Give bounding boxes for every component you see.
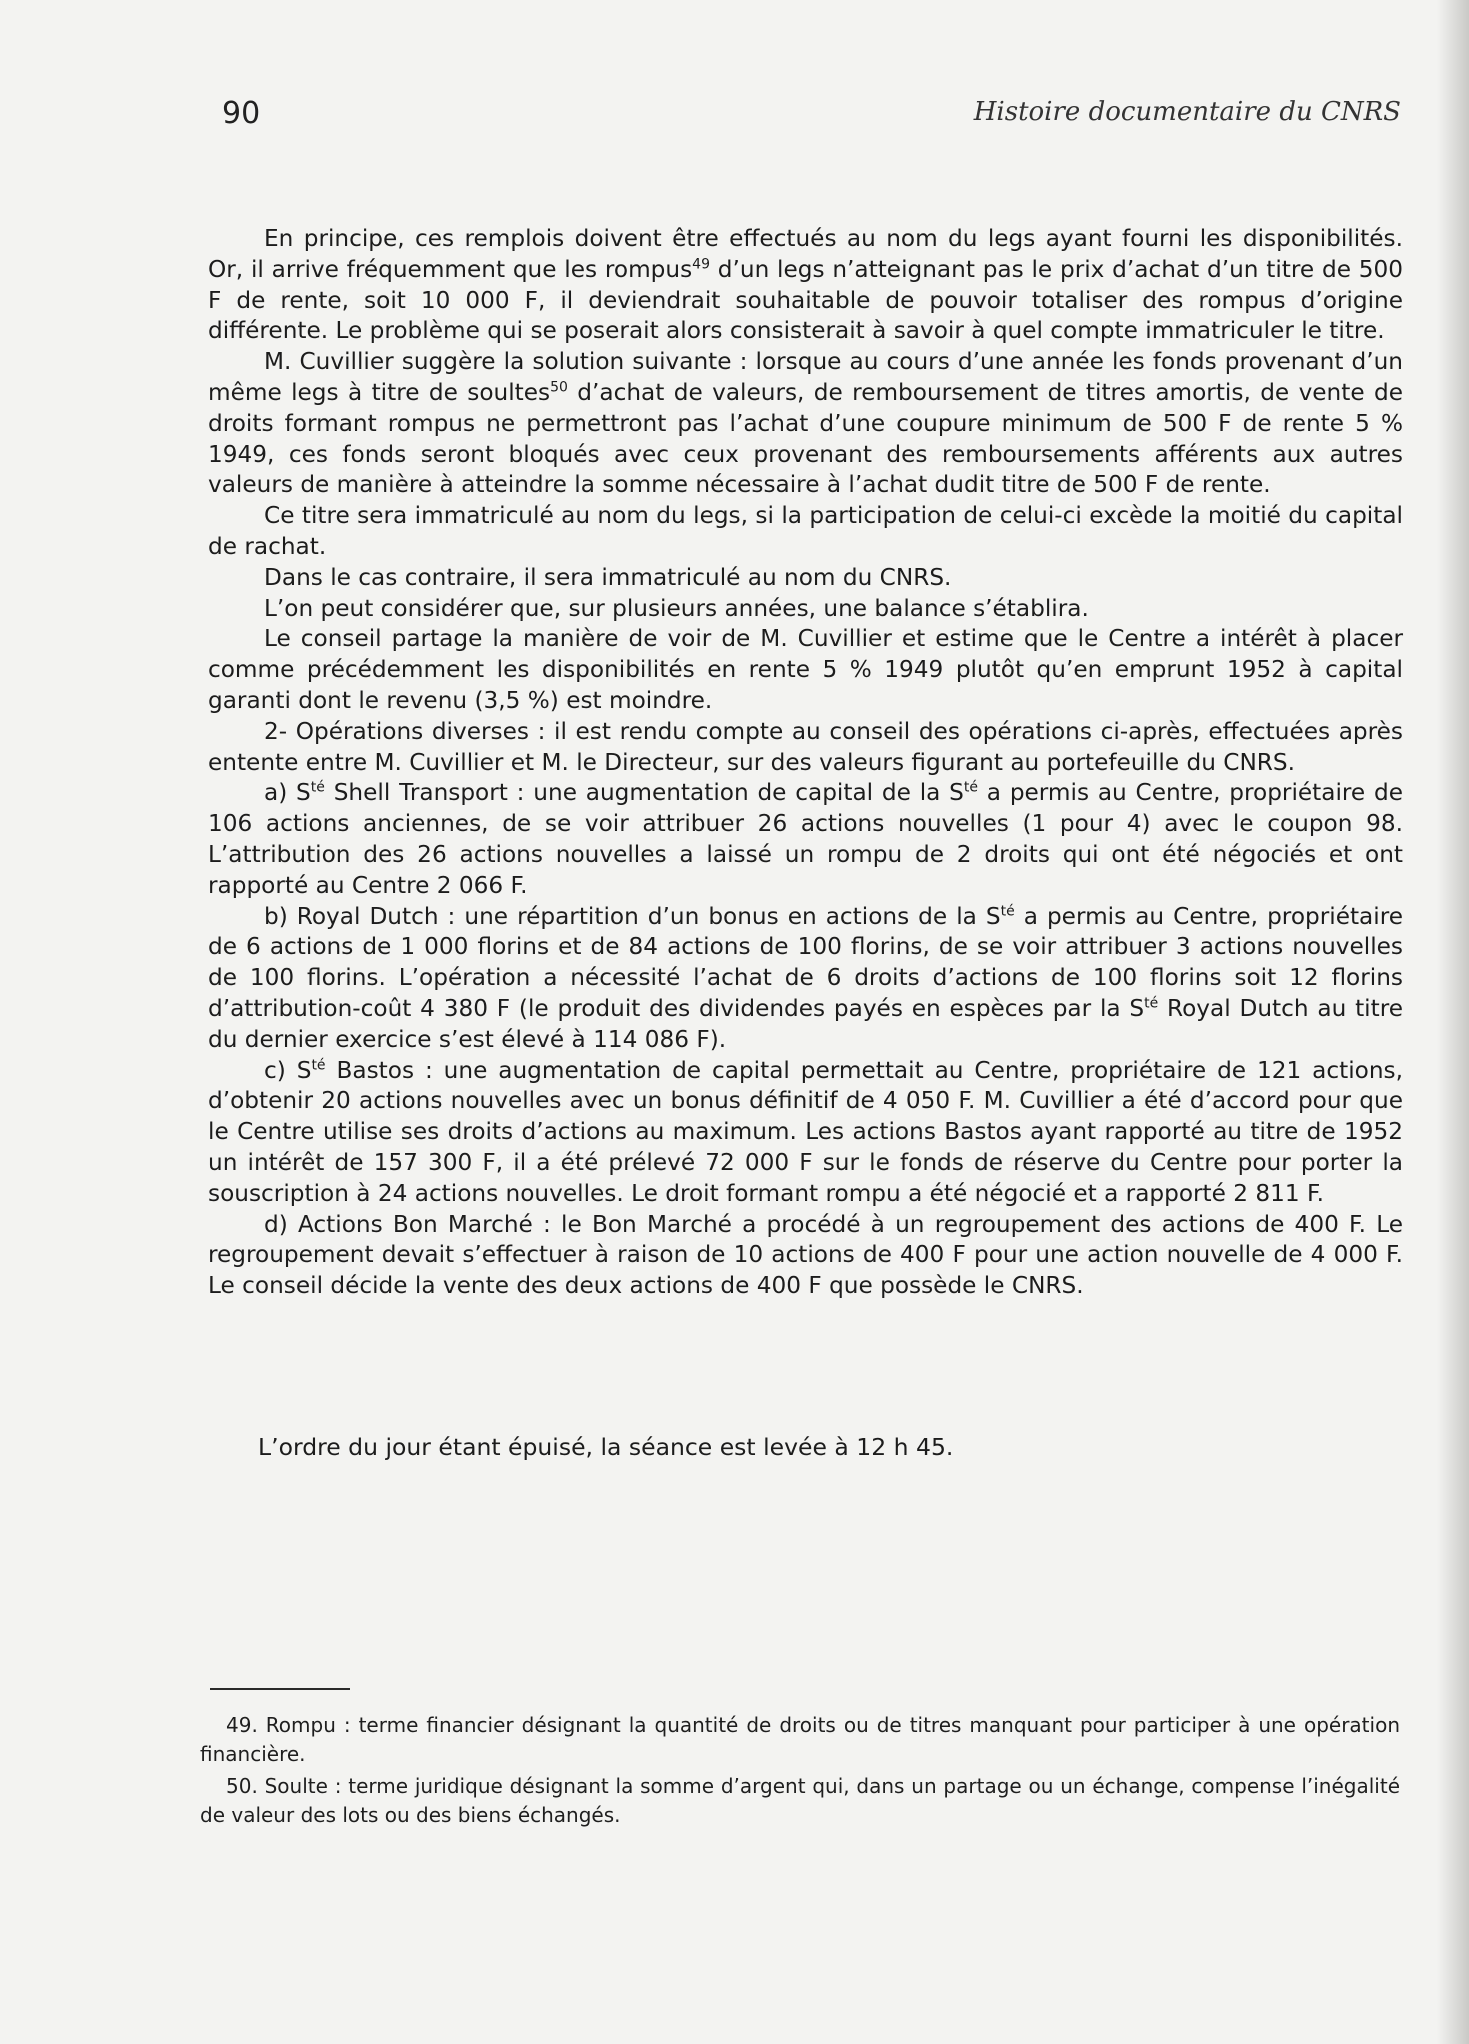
paragraph-text: a permis au Centre, propriétaire de 6 actions de 1 000 florins et de 84 actions de 100 florins, de se voir attribuer 3 actions nouvelles de 100 florins. L’opération a nécessité l’achat de 6 droits d’actions de 100 florins soit 12 florins d’attribution-coût 4 380 F (le produit des dividendes payés en espèces par la S (208, 902, 1403, 1022)
paragraph-text: Shell Transport : une augmentation de capital de la S (324, 779, 964, 807)
footnote-ref-50: 50 (550, 379, 568, 396)
page-number: 90 (222, 96, 261, 131)
footnotes (200, 1711, 1400, 1833)
superscript: té (311, 1056, 326, 1073)
superscript: té (1144, 995, 1159, 1012)
superscript: té (963, 779, 978, 796)
superscript: té (1000, 902, 1015, 919)
paragraph-cuvillier-solution (208, 347, 1403, 501)
paragraph-conseil-partage: Le conseil partage la manière de voir de M. Cuvillier et estime que le Centre a intérêt à placer comme précédemment les disponibilités en rente 5 % 1949 plutôt qu’en emprunt 1952 à capital garanti dont le revenu (3,5 %) est moindre. (208, 625, 1403, 714)
paragraph-cas-contraire: Dans le cas contraire, il sera immatriculé au nom du CNRS. (264, 563, 952, 591)
paragraph-text: Bastos : une augmentation de capital permettait au Centre, propriétaire de 121 actions, d’obtenir 20 actions nouvelles avec un bonus définitif de 4 050 F. M. Cuvillier a été d’accord pour que le Centre utilise ses droits d’actions au maximum. Les actions Bastos ayant rapporté au titre de 1952 un intérêt de 157 300 F, il a été prélevé 72 000 F sur le fonds de réserve du Centre pour porter la souscription à 24 actions nouvelles. Le droit formant rompu a été négocié et a rapporté 2 811 F. (208, 1056, 1403, 1207)
footnote-50: 50. Soulte : terme juridique désignant la somme d’argent qui, dans un partage ou un échange, compense l’inégalité de valeur des lots ou des biens échangés. (200, 1774, 1400, 1827)
paragraph-shell-transport (208, 778, 1403, 901)
paragraph-text: M. Cuvillier suggère la solution suivante : lorsque au cours d’une année les fonds provenant d’un même legs à titre de soultes (208, 348, 1403, 406)
paragraph-text: En principe, ces remplois doivent être effectués au nom du legs ayant fourni les disponibilités. Or, il arrive fréquemment que les rompus (208, 225, 1403, 283)
closing-sentence: L’ordre du jour étant épuisé, la séance est levée à 12 h 45. (258, 1433, 954, 1461)
paragraph-text: c) S (264, 1056, 312, 1084)
paragraph-text: Royal Dutch au titre du dernier exercice s’est élevé à 114 086 F). (208, 994, 1403, 1053)
paragraph-operations-diverses: 2- Opérations diverses : il est rendu compte au conseil des opérations ci-après, effectuées après entente entre M. Cuvillier et M. le Directeur, sur des valeurs figurant au portefeuille du CNRS. (208, 717, 1403, 776)
footnote-49: 49. Rompu : terme financier désignant la quantité de droits ou de titres manquant pour participer à une opération financière. (200, 1713, 1400, 1766)
paragraph-text: a permis au Centre, propriétaire de 106 actions anciennes, de se voir attribuer 26 actions nouvelles (1 pour 4) avec le coupon 98. L’attribution des 26 actions nouvelles a laissé un rompu de 2 droits qui ont été négociés et ont rapporté au Centre 2 066 F. (208, 779, 1403, 899)
paragraph-royal-dutch (208, 902, 1403, 1056)
paragraph-text: a) S (264, 779, 311, 807)
paragraph-bastos (208, 1056, 1403, 1210)
page-edge-shadow (1437, 0, 1469, 2044)
superscript: té (310, 779, 325, 796)
paragraph-text: d’achat de valeurs, de remboursement de titres amortis, de vente de droits formant rompus ne permettront pas l’achat d’une coupure minimum de 500 F de rente 5 % 1949, ces fonds seront bloqués avec ceux provenant des remboursements afférents aux autres valeurs de manière à atteindre la somme nécessaire à l’achat dudit titre de 500 F de rente. (208, 378, 1403, 499)
paragraph-bon-marche: d) Actions Bon Marché : le Bon Marché a procédé à un regroupement des actions de 400 F. Le regroupement devait s’effectuer à raison de 10 actions de 400 F pour une action nouvelle de 4 000 F. Le conseil décide la vente des deux actions de 400 F que possède le CNRS. (208, 1210, 1403, 1300)
paragraph-remplois (208, 224, 1403, 347)
body-text (208, 224, 1403, 1302)
footnote-ref-49: 49 (692, 256, 710, 273)
paragraph-immatriculation: Ce titre sera immatriculé au nom du legs, si la participation de celui-ci excède la moitié du capital de rachat. (208, 502, 1403, 560)
footnote-separator (210, 1688, 350, 1690)
running-title: Histoire documentaire du CNRS (973, 97, 1401, 127)
paragraph-text: d’un legs n’atteignant pas le prix d’achat d’un titre de 500 F de rente, soit 10 000 F, il deviendrait souhaitable de pouvoir totaliser des rompus d’origine différente. Le problème qui se poserait alors consisterait à savoir à quel compte immatriculer le titre. (208, 255, 1403, 345)
paragraph-balance: L’on peut considérer que, sur plusieurs années, une balance s’établira. (264, 594, 1089, 622)
paragraph-text: b) Royal Dutch : une répartition d’un bonus en actions de la S (264, 902, 1001, 930)
